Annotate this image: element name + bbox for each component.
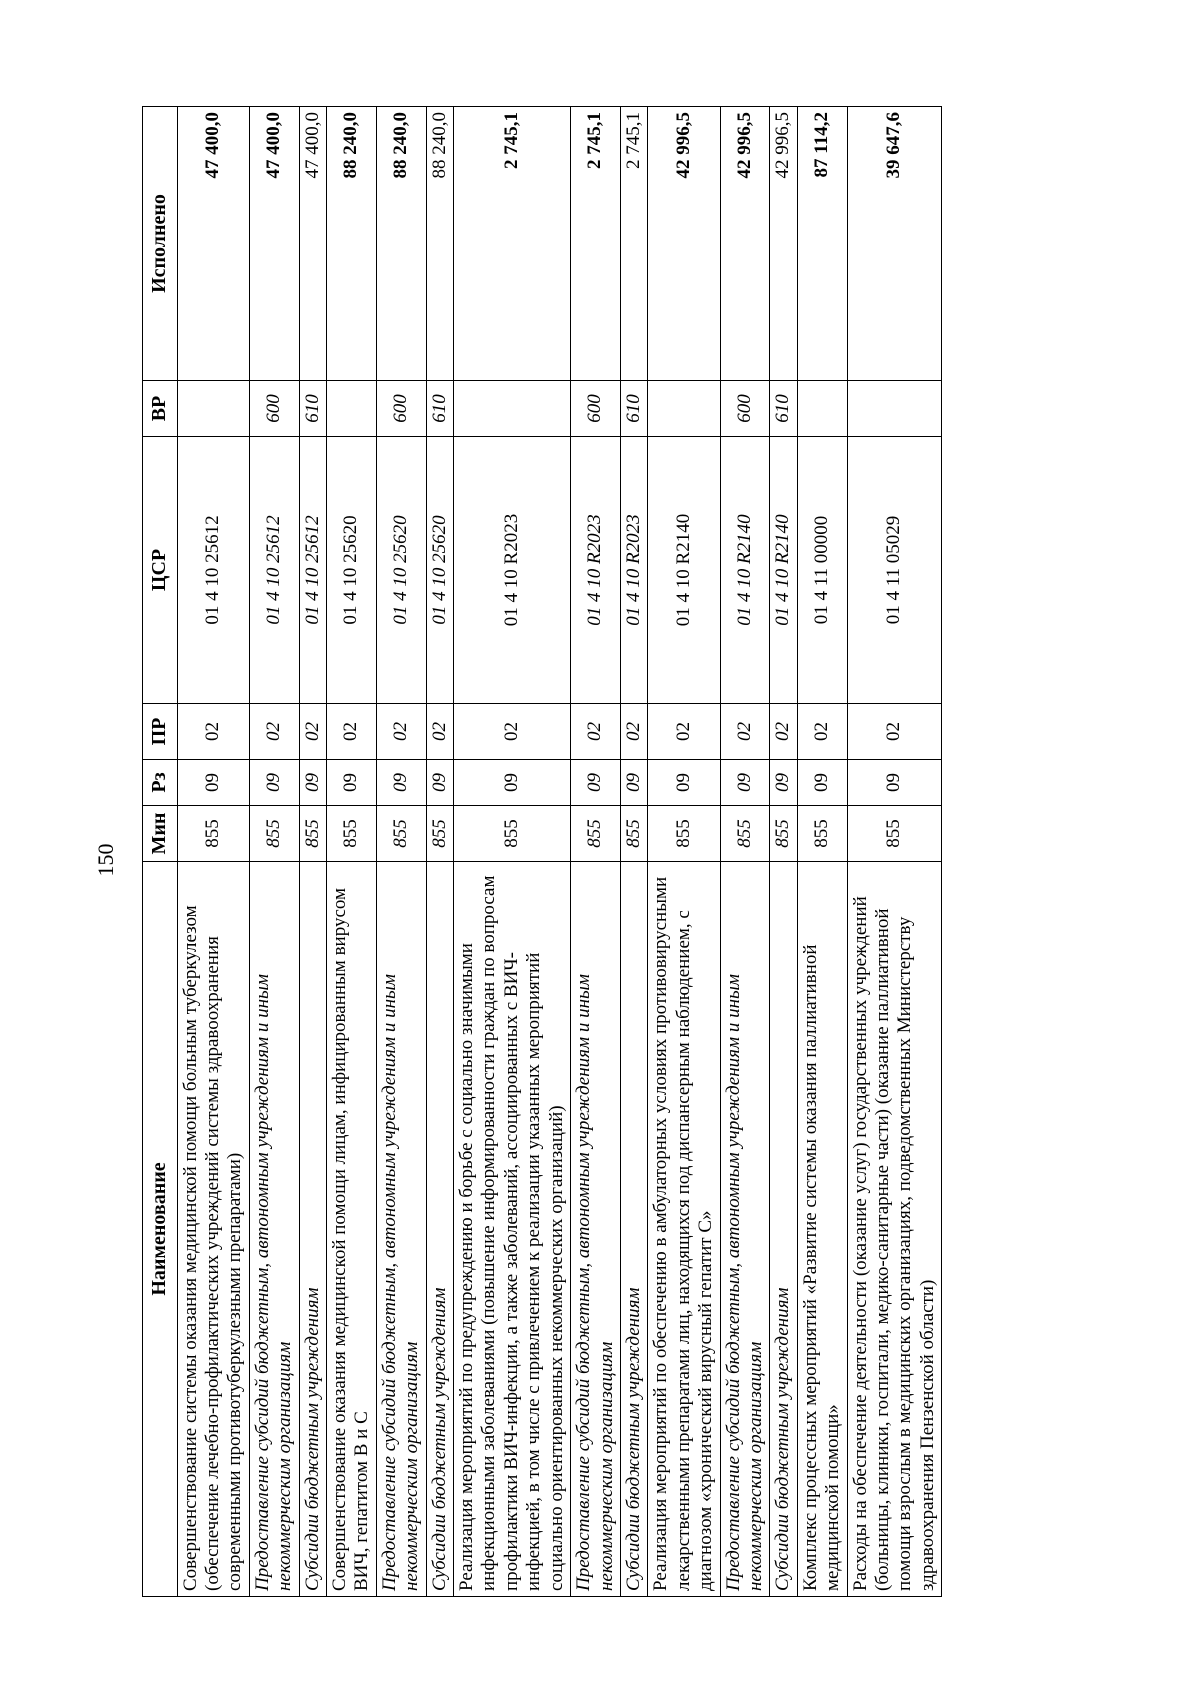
cell-name: Предоставление субсидий бюджетным, автономным учреждениям и иным некоммерческим организациям bbox=[571, 862, 621, 1597]
cell-min: 855 bbox=[797, 806, 847, 862]
table-header-row bbox=[143, 107, 178, 1597]
cell-csr: 01 4 10 25612 bbox=[177, 437, 249, 704]
cell-rz: 09 bbox=[720, 760, 770, 806]
cell-name: Субсидии бюджетным учреждениям bbox=[770, 862, 797, 1597]
cell-name: Расходы на обеспечение деятельности (оказание услуг) государственных учреждений (больницы, клиники, госпитали, медико-санитарные части) (оказание паллиативной помощи взрослым в медицинских организациях, подведомственных Министерству здравоохранения Пензенской области) bbox=[847, 862, 942, 1597]
cell-min: 855 bbox=[454, 806, 571, 862]
cell-csr: 01 4 10 R2140 bbox=[648, 437, 720, 704]
cell-pr: 02 bbox=[299, 704, 326, 760]
cell-executed: 87 114,2 bbox=[797, 107, 847, 381]
cell-executed: 2 745,1 bbox=[571, 107, 621, 381]
header-csr: ЦСР bbox=[143, 437, 178, 704]
header-min: Мин bbox=[143, 806, 178, 862]
cell-csr: 01 4 10 25620 bbox=[426, 437, 453, 704]
cell-csr: 01 4 10 R2140 bbox=[720, 437, 770, 704]
cell-executed: 47 400,0 bbox=[249, 107, 299, 381]
cell-vr: 610 bbox=[620, 381, 647, 437]
budget-table bbox=[142, 106, 942, 1597]
cell-name: Предоставление субсидий бюджетным, автономным учреждениям и иным некоммерческим организациям bbox=[249, 862, 299, 1597]
cell-csr: 01 4 10 R2023 bbox=[571, 437, 621, 704]
cell-vr: 610 bbox=[426, 381, 453, 437]
cell-vr: 600 bbox=[571, 381, 621, 437]
table-row bbox=[426, 107, 453, 1597]
cell-pr: 02 bbox=[249, 704, 299, 760]
cell-min: 855 bbox=[720, 806, 770, 862]
page-number: 150 bbox=[93, 843, 118, 877]
cell-executed: 88 240,0 bbox=[426, 107, 453, 381]
cell-rz: 09 bbox=[327, 760, 377, 806]
cell-rz: 09 bbox=[797, 760, 847, 806]
cell-csr: 01 4 10 R2140 bbox=[770, 437, 797, 704]
cell-pr: 02 bbox=[720, 704, 770, 760]
cell-min: 855 bbox=[249, 806, 299, 862]
cell-csr: 01 4 10 R2023 bbox=[620, 437, 647, 704]
budget-table-rotated bbox=[142, 107, 1042, 1597]
cell-name: Предоставление субсидий бюджетным, автономным учреждениям и иным некоммерческим организациям bbox=[720, 862, 770, 1597]
cell-csr: 01 4 10 25620 bbox=[327, 437, 377, 704]
cell-pr: 02 bbox=[177, 704, 249, 760]
header-name: Наименование bbox=[143, 862, 178, 1597]
table-row bbox=[299, 107, 326, 1597]
cell-pr: 02 bbox=[797, 704, 847, 760]
cell-min: 855 bbox=[620, 806, 647, 862]
cell-csr: 01 4 10 25612 bbox=[299, 437, 326, 704]
cell-vr bbox=[454, 381, 571, 437]
cell-vr: 610 bbox=[299, 381, 326, 437]
cell-pr: 02 bbox=[847, 704, 942, 760]
cell-executed: 2 745,1 bbox=[454, 107, 571, 381]
cell-executed: 88 240,0 bbox=[327, 107, 377, 381]
cell-min: 855 bbox=[770, 806, 797, 862]
cell-rz: 09 bbox=[299, 760, 326, 806]
cell-pr: 02 bbox=[620, 704, 647, 760]
cell-rz: 09 bbox=[648, 760, 720, 806]
cell-rz: 09 bbox=[454, 760, 571, 806]
table-row bbox=[620, 107, 647, 1597]
cell-csr: 01 4 10 25620 bbox=[376, 437, 426, 704]
cell-min: 855 bbox=[426, 806, 453, 862]
table-row bbox=[376, 107, 426, 1597]
cell-rz: 09 bbox=[376, 760, 426, 806]
cell-min: 855 bbox=[177, 806, 249, 862]
cell-name: Реализация мероприятий по предупреждению и борьбе с социально значимыми инфекционными заболеваниями (повышение информированности граждан по вопросам профилактики ВИЧ-инфекции, а также заболеваний, ассоциированных с ВИЧ-инфекцией, в том числе с привлечением к реализации указанных мероприятий социально ориентированных некоммерческих организаций) bbox=[454, 862, 571, 1597]
cell-vr bbox=[797, 381, 847, 437]
cell-csr: 01 4 10 R2023 bbox=[454, 437, 571, 704]
header-vr: ВР bbox=[143, 381, 178, 437]
cell-rz: 09 bbox=[177, 760, 249, 806]
cell-executed: 47 400,0 bbox=[299, 107, 326, 381]
cell-vr bbox=[327, 381, 377, 437]
table-row bbox=[847, 107, 942, 1597]
cell-name: Совершенствование системы оказания медицинской помощи больным туберкулезом (обеспечение лечебно-профилактических учреждений системы здравоохранения современными противотуберкулезными препаратами) bbox=[177, 862, 249, 1597]
cell-pr: 02 bbox=[571, 704, 621, 760]
cell-min: 855 bbox=[299, 806, 326, 862]
cell-vr bbox=[847, 381, 942, 437]
cell-rz: 09 bbox=[249, 760, 299, 806]
cell-min: 855 bbox=[571, 806, 621, 862]
table-row bbox=[327, 107, 377, 1597]
table-row bbox=[770, 107, 797, 1597]
table-row bbox=[454, 107, 571, 1597]
cell-executed: 42 996,5 bbox=[770, 107, 797, 381]
header-rz: Рз bbox=[143, 760, 178, 806]
cell-pr: 02 bbox=[454, 704, 571, 760]
cell-vr: 600 bbox=[376, 381, 426, 437]
cell-executed: 39 647,6 bbox=[847, 107, 942, 381]
table-row bbox=[648, 107, 720, 1597]
cell-rz: 09 bbox=[847, 760, 942, 806]
cell-rz: 09 bbox=[571, 760, 621, 806]
cell-name: Субсидии бюджетным учреждениям bbox=[299, 862, 326, 1597]
cell-vr bbox=[648, 381, 720, 437]
header-pr: ПР bbox=[143, 704, 178, 760]
cell-executed: 42 996,5 bbox=[720, 107, 770, 381]
cell-rz: 09 bbox=[620, 760, 647, 806]
cell-csr: 01 4 11 05029 bbox=[847, 437, 942, 704]
cell-executed: 42 996,5 bbox=[648, 107, 720, 381]
header-executed: Исполнено bbox=[143, 107, 178, 381]
cell-vr: 600 bbox=[249, 381, 299, 437]
cell-min: 855 bbox=[847, 806, 942, 862]
cell-pr: 02 bbox=[648, 704, 720, 760]
cell-pr: 02 bbox=[376, 704, 426, 760]
table-row bbox=[249, 107, 299, 1597]
cell-vr: 610 bbox=[770, 381, 797, 437]
cell-csr: 01 4 11 00000 bbox=[797, 437, 847, 704]
cell-min: 855 bbox=[376, 806, 426, 862]
cell-pr: 02 bbox=[327, 704, 377, 760]
cell-executed: 47 400,0 bbox=[177, 107, 249, 381]
cell-name: Предоставление субсидий бюджетным, автономным учреждениям и иным некоммерческим организациям bbox=[376, 862, 426, 1597]
cell-vr bbox=[177, 381, 249, 437]
cell-pr: 02 bbox=[426, 704, 453, 760]
cell-pr: 02 bbox=[770, 704, 797, 760]
cell-name: Реализация мероприятий по обеспечению в амбулаторных условиях противовирусными лекарственными препаратами лиц, находящихся под диспансерным наблюдением, с диагнозом «хронический вирусный гепатит С» bbox=[648, 862, 720, 1597]
cell-vr: 600 bbox=[720, 381, 770, 437]
cell-name: Совершенствование оказания медицинской помощи лицам, инфицированным вирусом ВИЧ, гепатитом В и С bbox=[327, 862, 377, 1597]
cell-min: 855 bbox=[327, 806, 377, 862]
table-row bbox=[177, 107, 249, 1597]
table-row bbox=[720, 107, 770, 1597]
cell-name: Субсидии бюджетным учреждениям bbox=[620, 862, 647, 1597]
cell-csr: 01 4 10 25612 bbox=[249, 437, 299, 704]
cell-rz: 09 bbox=[770, 760, 797, 806]
table-row bbox=[571, 107, 621, 1597]
cell-executed: 2 745,1 bbox=[620, 107, 647, 381]
table-row bbox=[797, 107, 847, 1597]
cell-name: Субсидии бюджетным учреждениям bbox=[426, 862, 453, 1597]
cell-name: Комплекс процессных мероприятий «Развитие системы оказания паллиативной медицинской помощи» bbox=[797, 862, 847, 1597]
cell-min: 855 bbox=[648, 806, 720, 862]
cell-rz: 09 bbox=[426, 760, 453, 806]
cell-executed: 88 240,0 bbox=[376, 107, 426, 381]
